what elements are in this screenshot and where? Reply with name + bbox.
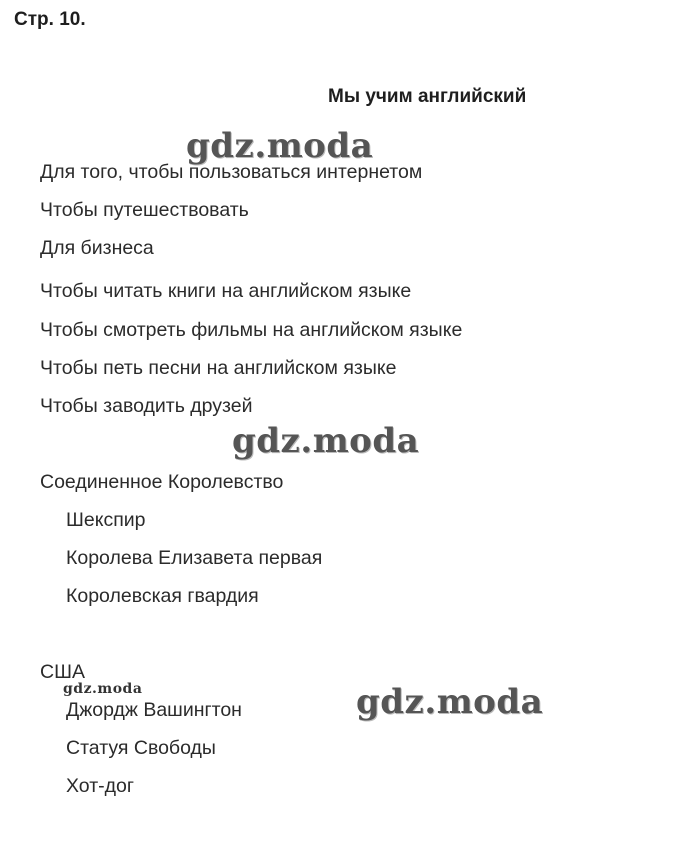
reason-item: Чтобы читать книги на английском языке [40, 280, 412, 302]
uk-item: Королевская гвардия [66, 585, 259, 607]
uk-item: Шекспир [66, 509, 146, 531]
reason-item: Чтобы смотреть фильмы на английском языке [40, 319, 463, 341]
usa-item: Джордж Вашингтон [66, 699, 242, 721]
page-title: Мы учим английский [328, 86, 527, 107]
usa-heading: США [40, 661, 85, 683]
watermark: gdz.moda [186, 126, 374, 166]
reason-item: Для того, чтобы пользоваться интернетом [40, 161, 423, 183]
watermark-small: gdz.moda [63, 681, 143, 697]
usa-item: Статуя Свободы [66, 737, 216, 759]
reason-item: Для бизнеса [40, 237, 154, 259]
watermark: gdz.moda [232, 421, 420, 461]
reason-item: Чтобы путешествовать [40, 199, 249, 221]
watermark: gdz.moda [356, 682, 544, 722]
usa-item: Хот-дог [66, 775, 134, 797]
page-number: Стр. 10. [14, 9, 86, 30]
reason-item: Чтобы петь песни на английском языке [40, 357, 397, 379]
reason-item: Чтобы заводить друзей [40, 395, 253, 417]
uk-heading: Соединенное Королевство [40, 471, 284, 493]
uk-item: Королева Елизавета первая [66, 547, 323, 569]
